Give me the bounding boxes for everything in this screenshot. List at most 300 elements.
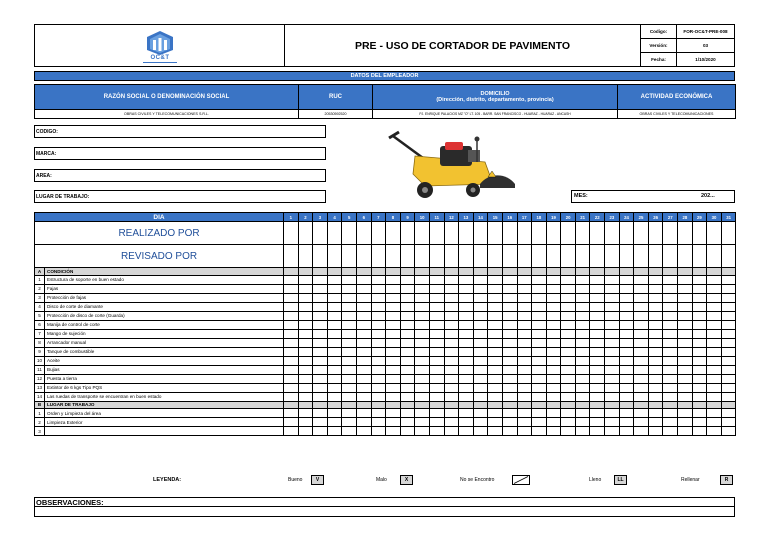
check-cell[interactable] [721,409,736,418]
check-cell[interactable] [415,374,430,383]
check-cell[interactable] [634,356,649,365]
section-day-cell[interactable] [298,401,313,409]
check-cell[interactable] [721,275,736,284]
mes-field[interactable] [571,190,735,203]
signature-cell[interactable] [517,245,532,268]
check-cell[interactable] [473,356,488,365]
section-day-cell[interactable] [634,268,649,276]
check-cell[interactable] [605,365,620,374]
check-cell[interactable] [313,418,328,427]
check-cell[interactable] [459,418,474,427]
check-cell[interactable] [415,311,430,320]
check-cell[interactable] [546,347,561,356]
signature-cell[interactable] [692,222,707,245]
check-cell[interactable] [444,311,459,320]
check-cell[interactable] [546,356,561,365]
check-cell[interactable] [590,284,605,293]
check-cell[interactable] [459,392,474,401]
check-cell[interactable] [517,338,532,347]
check-cell[interactable] [634,409,649,418]
check-cell[interactable] [356,347,371,356]
check-cell[interactable] [648,392,663,401]
check-cell[interactable] [663,302,678,311]
signature-cell[interactable] [605,245,620,268]
check-cell[interactable] [444,356,459,365]
check-cell[interactable] [619,374,634,383]
lugar-field[interactable] [34,190,326,203]
signature-cell[interactable] [678,222,693,245]
check-cell[interactable] [444,320,459,329]
check-cell[interactable] [502,329,517,338]
check-cell[interactable] [707,320,722,329]
section-day-cell[interactable] [342,268,357,276]
section-day-cell[interactable] [663,268,678,276]
check-cell[interactable] [575,356,590,365]
check-cell[interactable] [400,383,415,392]
signature-cell[interactable] [327,222,342,245]
check-cell[interactable] [619,302,634,311]
check-cell[interactable] [386,302,401,311]
section-day-cell[interactable] [721,401,736,409]
check-cell[interactable] [342,338,357,347]
check-cell[interactable] [546,329,561,338]
signature-cell[interactable] [444,245,459,268]
check-cell[interactable] [327,365,342,374]
check-cell[interactable] [532,311,547,320]
check-cell[interactable] [648,347,663,356]
check-cell[interactable] [444,338,459,347]
check-cell[interactable] [327,409,342,418]
check-cell[interactable] [663,374,678,383]
check-cell[interactable] [707,409,722,418]
section-day-cell[interactable] [415,401,430,409]
check-cell[interactable] [313,311,328,320]
check-cell[interactable] [371,302,386,311]
check-cell[interactable] [663,392,678,401]
check-cell[interactable] [575,392,590,401]
check-cell[interactable] [429,284,444,293]
check-cell[interactable] [400,392,415,401]
check-cell[interactable] [298,392,313,401]
section-day-cell[interactable] [663,401,678,409]
check-cell[interactable] [605,383,620,392]
signature-cell[interactable] [284,222,299,245]
check-cell[interactable] [575,418,590,427]
check-cell[interactable] [400,374,415,383]
check-cell[interactable] [517,302,532,311]
check-cell[interactable] [619,284,634,293]
check-cell[interactable] [517,356,532,365]
section-day-cell[interactable] [707,268,722,276]
section-day-cell[interactable] [473,401,488,409]
check-cell[interactable] [356,392,371,401]
section-day-cell[interactable] [371,268,386,276]
check-cell[interactable] [663,338,678,347]
section-day-cell[interactable] [692,268,707,276]
signature-cell[interactable] [619,245,634,268]
section-day-cell[interactable] [400,401,415,409]
check-cell[interactable] [648,338,663,347]
check-cell[interactable] [561,427,576,436]
check-cell[interactable] [605,302,620,311]
section-day-cell[interactable] [678,268,693,276]
check-cell[interactable] [313,356,328,365]
check-cell[interactable] [342,275,357,284]
signature-cell[interactable] [444,222,459,245]
check-cell[interactable] [707,338,722,347]
check-cell[interactable] [313,329,328,338]
check-cell[interactable] [415,275,430,284]
check-cell[interactable] [619,365,634,374]
check-cell[interactable] [678,392,693,401]
check-cell[interactable] [663,347,678,356]
check-cell[interactable] [546,418,561,427]
check-cell[interactable] [429,320,444,329]
check-cell[interactable] [546,284,561,293]
check-cell[interactable] [342,320,357,329]
section-day-cell[interactable] [517,268,532,276]
signature-cell[interactable] [532,222,547,245]
check-cell[interactable] [342,392,357,401]
section-day-cell[interactable] [590,401,605,409]
check-cell[interactable] [517,418,532,427]
check-cell[interactable] [721,374,736,383]
check-cell[interactable] [342,383,357,392]
check-cell[interactable] [459,302,474,311]
check-cell[interactable] [532,383,547,392]
check-cell[interactable] [371,418,386,427]
signature-cell[interactable] [707,245,722,268]
check-cell[interactable] [575,329,590,338]
check-cell[interactable] [444,284,459,293]
check-cell[interactable] [678,311,693,320]
check-cell[interactable] [678,302,693,311]
signature-cell[interactable] [590,245,605,268]
check-cell[interactable] [561,356,576,365]
check-cell[interactable] [502,365,517,374]
check-cell[interactable] [444,392,459,401]
check-cell[interactable] [459,365,474,374]
check-cell[interactable] [415,392,430,401]
signature-cell[interactable] [561,222,576,245]
section-day-cell[interactable] [400,268,415,276]
check-cell[interactable] [371,311,386,320]
check-cell[interactable] [561,302,576,311]
check-cell[interactable] [371,365,386,374]
check-cell[interactable] [488,383,503,392]
check-cell[interactable] [590,293,605,302]
check-cell[interactable] [590,365,605,374]
check-cell[interactable] [605,356,620,365]
check-cell[interactable] [400,320,415,329]
signature-cell[interactable] [342,222,357,245]
check-cell[interactable] [532,284,547,293]
section-day-cell[interactable] [502,268,517,276]
check-cell[interactable] [473,374,488,383]
check-cell[interactable] [648,284,663,293]
check-cell[interactable] [619,293,634,302]
check-cell[interactable] [575,320,590,329]
check-cell[interactable] [415,383,430,392]
check-cell[interactable] [546,427,561,436]
check-cell[interactable] [575,275,590,284]
check-cell[interactable] [707,275,722,284]
check-cell[interactable] [371,409,386,418]
signature-cell[interactable] [327,245,342,268]
check-cell[interactable] [429,383,444,392]
section-day-cell[interactable] [371,401,386,409]
check-cell[interactable] [575,347,590,356]
check-cell[interactable] [634,275,649,284]
check-cell[interactable] [575,302,590,311]
signature-cell[interactable] [502,222,517,245]
check-cell[interactable] [356,409,371,418]
signature-cell[interactable] [342,245,357,268]
section-day-cell[interactable] [561,401,576,409]
check-cell[interactable] [415,356,430,365]
check-cell[interactable] [298,347,313,356]
check-cell[interactable] [590,311,605,320]
check-cell[interactable] [459,275,474,284]
check-cell[interactable] [517,275,532,284]
check-cell[interactable] [634,329,649,338]
check-cell[interactable] [634,392,649,401]
check-cell[interactable] [648,275,663,284]
check-cell[interactable] [459,293,474,302]
check-cell[interactable] [313,427,328,436]
check-cell[interactable] [459,383,474,392]
check-cell[interactable] [502,383,517,392]
check-cell[interactable] [386,392,401,401]
check-cell[interactable] [546,409,561,418]
check-cell[interactable] [371,329,386,338]
check-cell[interactable] [298,284,313,293]
signature-cell[interactable] [488,245,503,268]
check-cell[interactable] [692,338,707,347]
section-day-cell[interactable] [502,401,517,409]
check-cell[interactable] [692,409,707,418]
check-cell[interactable] [678,374,693,383]
check-cell[interactable] [298,293,313,302]
check-cell[interactable] [663,409,678,418]
check-cell[interactable] [473,311,488,320]
check-cell[interactable] [546,374,561,383]
check-cell[interactable] [517,329,532,338]
check-cell[interactable] [429,365,444,374]
check-cell[interactable] [590,409,605,418]
check-cell[interactable] [648,302,663,311]
signature-cell[interactable] [400,222,415,245]
signature-cell[interactable] [575,222,590,245]
check-cell[interactable] [678,383,693,392]
check-cell[interactable] [532,356,547,365]
check-cell[interactable] [429,374,444,383]
check-cell[interactable] [692,311,707,320]
check-cell[interactable] [619,418,634,427]
check-cell[interactable] [502,320,517,329]
check-cell[interactable] [532,418,547,427]
check-cell[interactable] [284,427,299,436]
check-cell[interactable] [605,320,620,329]
check-cell[interactable] [502,302,517,311]
section-day-cell[interactable] [517,401,532,409]
check-cell[interactable] [721,347,736,356]
check-cell[interactable] [356,338,371,347]
section-day-cell[interactable] [327,401,342,409]
check-cell[interactable] [444,418,459,427]
check-cell[interactable] [488,374,503,383]
check-cell[interactable] [678,338,693,347]
check-cell[interactable] [356,293,371,302]
check-cell[interactable] [284,329,299,338]
signature-cell[interactable] [473,222,488,245]
check-cell[interactable] [429,293,444,302]
check-cell[interactable] [284,418,299,427]
signature-cell[interactable] [386,222,401,245]
check-cell[interactable] [444,293,459,302]
section-day-cell[interactable] [678,401,693,409]
check-cell[interactable] [561,374,576,383]
check-cell[interactable] [298,356,313,365]
check-cell[interactable] [415,329,430,338]
check-cell[interactable] [721,311,736,320]
check-cell[interactable] [546,293,561,302]
check-cell[interactable] [284,383,299,392]
section-day-cell[interactable] [386,268,401,276]
check-cell[interactable] [415,284,430,293]
check-cell[interactable] [386,293,401,302]
check-cell[interactable] [619,392,634,401]
signature-cell[interactable] [371,222,386,245]
check-cell[interactable] [532,347,547,356]
check-cell[interactable] [386,329,401,338]
check-cell[interactable] [619,427,634,436]
check-cell[interactable] [473,329,488,338]
check-cell[interactable] [429,302,444,311]
section-day-cell[interactable] [605,401,620,409]
check-cell[interactable] [342,302,357,311]
check-cell[interactable] [605,293,620,302]
section-day-cell[interactable] [605,268,620,276]
check-cell[interactable] [459,356,474,365]
check-cell[interactable] [634,383,649,392]
check-cell[interactable] [678,293,693,302]
check-cell[interactable] [356,427,371,436]
check-cell[interactable] [575,311,590,320]
check-cell[interactable] [459,338,474,347]
check-cell[interactable] [692,365,707,374]
check-cell[interactable] [561,409,576,418]
check-cell[interactable] [678,329,693,338]
section-day-cell[interactable] [692,401,707,409]
check-cell[interactable] [298,374,313,383]
check-cell[interactable] [342,284,357,293]
check-cell[interactable] [473,409,488,418]
check-cell[interactable] [429,338,444,347]
check-cell[interactable] [678,356,693,365]
signature-cell[interactable] [488,222,503,245]
check-cell[interactable] [634,427,649,436]
check-cell[interactable] [400,347,415,356]
check-cell[interactable] [546,311,561,320]
check-cell[interactable] [313,392,328,401]
check-cell[interactable] [356,365,371,374]
check-cell[interactable] [575,409,590,418]
check-cell[interactable] [692,383,707,392]
check-cell[interactable] [473,284,488,293]
check-cell[interactable] [488,409,503,418]
check-cell[interactable] [619,320,634,329]
check-cell[interactable] [371,356,386,365]
signature-cell[interactable] [605,222,620,245]
check-cell[interactable] [619,338,634,347]
signature-cell[interactable] [634,245,649,268]
check-cell[interactable] [327,383,342,392]
check-cell[interactable] [590,347,605,356]
check-cell[interactable] [313,374,328,383]
check-cell[interactable] [342,329,357,338]
check-cell[interactable] [488,418,503,427]
section-day-cell[interactable] [429,268,444,276]
check-cell[interactable] [473,418,488,427]
check-cell[interactable] [386,427,401,436]
check-cell[interactable] [488,329,503,338]
check-cell[interactable] [371,383,386,392]
check-cell[interactable] [371,320,386,329]
check-cell[interactable] [459,409,474,418]
check-cell[interactable] [517,409,532,418]
check-cell[interactable] [561,293,576,302]
check-cell[interactable] [532,275,547,284]
check-cell[interactable] [721,392,736,401]
observaciones-box[interactable] [34,497,735,517]
signature-cell[interactable] [415,222,430,245]
check-cell[interactable] [473,427,488,436]
check-cell[interactable] [313,320,328,329]
signature-cell[interactable] [648,222,663,245]
check-cell[interactable] [648,356,663,365]
check-cell[interactable] [298,275,313,284]
check-cell[interactable] [284,284,299,293]
check-cell[interactable] [634,284,649,293]
signature-cell[interactable] [313,222,328,245]
check-cell[interactable] [590,275,605,284]
check-cell[interactable] [692,275,707,284]
section-day-cell[interactable] [634,401,649,409]
check-cell[interactable] [488,365,503,374]
check-cell[interactable] [502,427,517,436]
check-cell[interactable] [342,427,357,436]
check-cell[interactable] [605,329,620,338]
check-cell[interactable] [415,320,430,329]
check-cell[interactable] [313,347,328,356]
check-cell[interactable] [284,275,299,284]
check-cell[interactable] [473,383,488,392]
check-cell[interactable] [663,427,678,436]
check-cell[interactable] [546,383,561,392]
check-cell[interactable] [327,284,342,293]
check-cell[interactable] [444,427,459,436]
check-cell[interactable] [400,311,415,320]
check-cell[interactable] [488,392,503,401]
check-cell[interactable] [284,338,299,347]
check-cell[interactable] [313,284,328,293]
check-cell[interactable] [298,329,313,338]
check-cell[interactable] [473,347,488,356]
signature-cell[interactable] [386,245,401,268]
check-cell[interactable] [356,356,371,365]
section-day-cell[interactable] [459,268,474,276]
